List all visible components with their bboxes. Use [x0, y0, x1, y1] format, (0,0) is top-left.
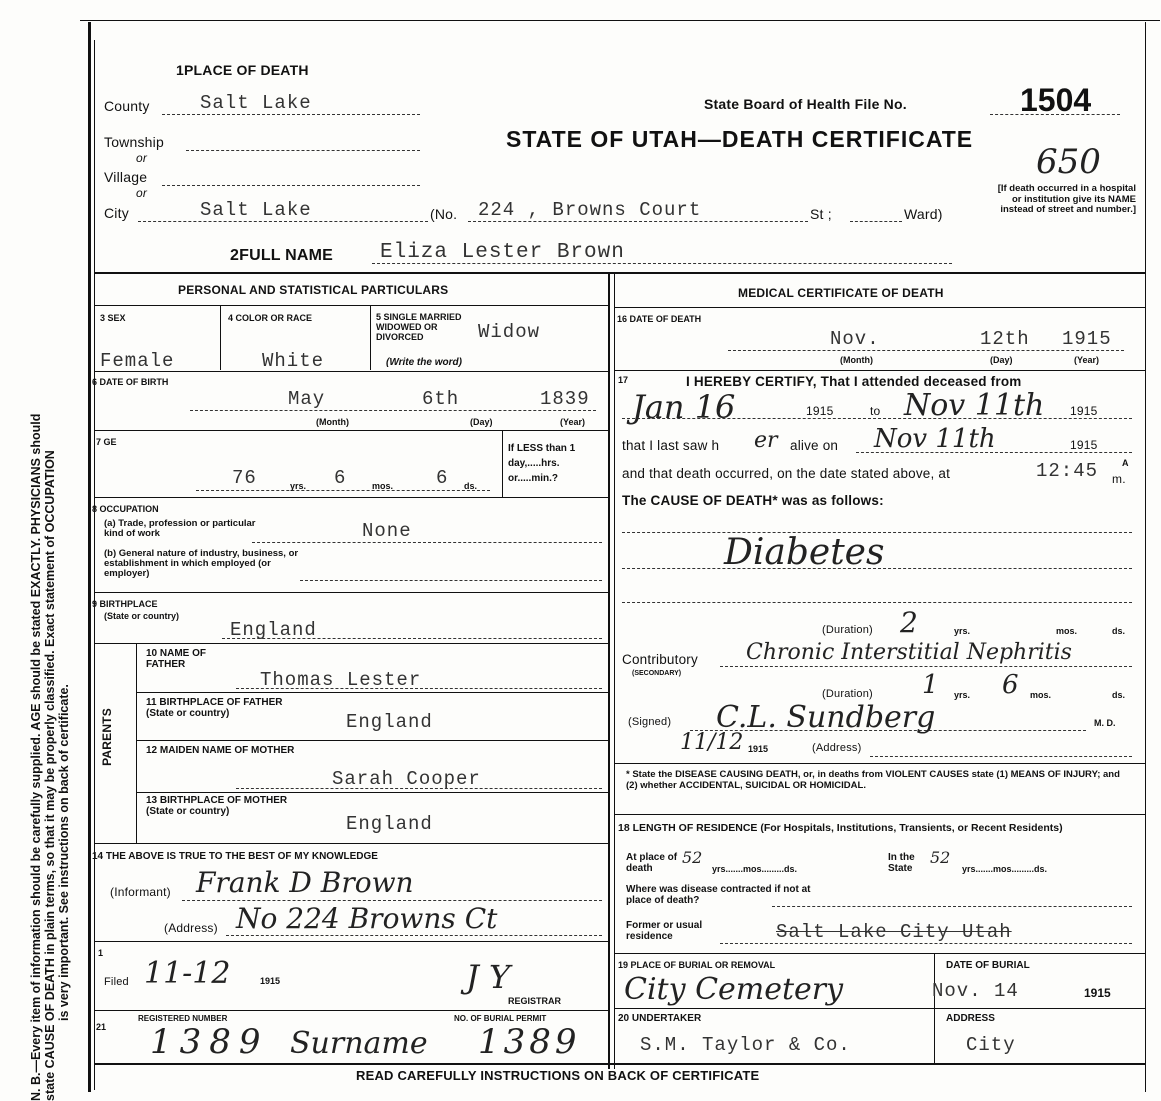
burial-year: 1915 [1084, 986, 1111, 1000]
birthplace-value: England [230, 619, 317, 641]
informant-address-line [226, 935, 602, 936]
or-text-2: or [136, 186, 148, 200]
duration2-months: 6 [1002, 670, 1019, 700]
footer-instructions: READ CAREFULLY INSTRUCTIONS ON BACK OF CERTIFICATE [356, 1068, 760, 1083]
attended-from-year: 1915 [806, 404, 834, 418]
dod-rule [614, 370, 1146, 371]
sex-value: Female [100, 350, 175, 372]
city-label: City [104, 205, 129, 221]
registered-prefix: 21 [96, 1022, 107, 1032]
informant-address-label: (Address) [164, 921, 218, 935]
st-label: St ; [810, 206, 832, 222]
residence-rule [614, 953, 1146, 954]
city-value: Salt Lake [200, 199, 312, 221]
row-rule-6 [94, 843, 608, 844]
village-label: Village [104, 169, 148, 185]
contributory-value: Chronic Interstitial Nephritis [746, 640, 1072, 665]
age-mos-unit: mos. [372, 481, 394, 491]
full-name-value: Eliza Lester Brown [380, 241, 625, 264]
marital-note: (Write the word) [386, 357, 462, 368]
father-birthplace-label: 11 BIRTHPLACE OF FATHER (State or country) [146, 697, 283, 719]
occupation-a-line [252, 542, 602, 543]
death-am: A [1122, 458, 1129, 468]
certify-text: I HEREBY CERTIFY, That I attended deceased from [686, 374, 1022, 389]
dob-line [190, 410, 596, 411]
duration2-mos-unit: mos. [1030, 690, 1052, 700]
dod-day-caption: (Day) [990, 355, 1013, 365]
registered-number-label: REGISTERED NUMBER [138, 1014, 228, 1023]
dod-day: 12th [980, 328, 1030, 350]
dod-year: 1915 [1062, 328, 1112, 350]
informant-address-value: No 224 Browns Ct [236, 902, 498, 935]
county-line [162, 114, 420, 115]
burial-date-value: Nov. 14 [932, 980, 1019, 1002]
row-rule-2 [94, 430, 608, 431]
death-m: m. [1112, 472, 1126, 486]
occupation-label: 8 OCCUPATION [92, 504, 159, 514]
color-value: White [262, 350, 325, 372]
file-number: 1504 [1020, 82, 1092, 118]
filed-year: 1915 [260, 976, 281, 986]
less-than-note: If LESS than 1 day,.....hrs. or.....min.? [508, 443, 576, 484]
age-yrs-unit: yrs. [290, 481, 307, 491]
duration-ds-unit: ds. [1112, 626, 1126, 636]
residence-label: 18 LENGTH OF RESIDENCE (For Hospitals, Institutions, Transients, or Recent Residents) [618, 822, 1063, 834]
attended-to-year: 1915 [1070, 404, 1098, 418]
row-rule-3 [94, 497, 608, 498]
signed-year: 1915 [748, 744, 769, 754]
township-label: Township [104, 134, 164, 150]
margin-note-inner: is very important. See instructions on back of certificate. [57, 684, 71, 1021]
burial-place-value: City Cemetery [624, 972, 844, 1007]
parents-label: PARENTS [99, 708, 114, 766]
undertaker-label: 20 UNDERTAKER [618, 1013, 702, 1024]
in-state-units: yrs.......mos.........ds. [962, 864, 1048, 874]
last-saw-pronoun: er [754, 428, 778, 453]
dob-day: 6th [422, 388, 460, 410]
birthplace-sub: (State or country) [104, 611, 180, 621]
county-label: County [104, 98, 150, 114]
less-than-divider [502, 431, 503, 497]
marital-label: 5 SINGLE MARRIED WIDOWED OR DIVORCED [376, 312, 462, 342]
parents-rule-1 [136, 692, 608, 693]
md-label: M. D. [1094, 718, 1116, 728]
dob-month-caption: (Month) [316, 417, 349, 427]
alive-on-text: alive on [790, 438, 839, 453]
in-state-label: In the State [888, 852, 915, 874]
margin-instructions [29, 61, 71, 1101]
dob-year-caption: (Year) [560, 417, 586, 427]
at-place-units: yrs.......mos.........ds. [712, 864, 798, 874]
medical-footnote: * State the DISEASE CAUSING DEATH, or, in deaths from VIOLENT CAUSES state (1) MEANS OF INJURY; and (2) whether ACCIDENTAL, SUICIDAL OR HOMICIDAL. [626, 769, 1120, 791]
header-rule [94, 272, 1146, 274]
personal-title-rule [94, 305, 608, 306]
dod-month: Nov. [830, 328, 880, 350]
left-border-inner [94, 40, 95, 1090]
dob-day-caption: (Day) [470, 417, 493, 427]
duration-years: 2 [900, 606, 918, 639]
duration2-label: (Duration) [822, 688, 873, 700]
former-residence-label: Former or usual residence [626, 920, 703, 942]
color-label: 4 COLOR OR RACE [228, 313, 313, 323]
row-rule-7 [94, 941, 608, 942]
footnote-rule [614, 814, 1146, 815]
parents-rule-2 [136, 740, 608, 741]
mother-birthplace-value: England [346, 813, 433, 835]
occupation-b-line [300, 580, 602, 581]
burial-permit-number: 1389 [478, 1022, 581, 1062]
registered-number: 1389 [150, 1022, 269, 1062]
handwritten-number: 650 [1036, 142, 1101, 182]
attended-from: Jan 16 [632, 388, 736, 426]
alive-date: Nov 11th [874, 424, 996, 454]
cert-label: 17 [618, 375, 629, 385]
row-rule-4 [94, 592, 608, 593]
dod-month-caption: (Month) [840, 355, 873, 365]
marital-value: Widow [478, 321, 541, 343]
cause-value: Diabetes [724, 532, 885, 573]
dob-month: May [288, 388, 326, 410]
signed-label: (Signed) [628, 716, 672, 728]
row-rule-8 [94, 1010, 608, 1011]
informant-signature: Frank D Brown [196, 866, 414, 899]
age-line [196, 490, 490, 491]
death-occurred-text: and that death occurred, on the date stated above, at [622, 466, 951, 481]
center-divider [608, 274, 610, 1069]
or-text-1: or [136, 151, 148, 165]
duration-label: (Duration) [822, 624, 873, 636]
registrar-signature: J Y [466, 958, 511, 996]
duration2-ds-unit: ds. [1112, 690, 1126, 700]
burial-date-label: DATE OF BURIAL [946, 960, 1030, 971]
father-name-label: 10 NAME OF FATHER [146, 648, 207, 670]
undertaker-value: S.M. Taylor & Co. [640, 1034, 851, 1056]
right-border [1145, 22, 1146, 1092]
occupation-value: None [362, 520, 412, 542]
signed-date: 11/12 [680, 730, 744, 755]
township-line [186, 150, 420, 151]
duration2-yrs-unit: yrs. [954, 690, 971, 700]
dod-line [728, 350, 1124, 351]
burial-permit-label: NO. OF BURIAL PERMIT [454, 1014, 547, 1023]
street-no-label: (No. [430, 206, 458, 222]
place-of-death-heading: 1PLACE OF DEATH [176, 62, 309, 78]
filed-label: Filed [104, 976, 129, 988]
color-divider [370, 306, 371, 370]
hospital-note: [If death occurred in a hospital or institution give its NAME instead of street and number.] [997, 183, 1136, 215]
informant-statement: 14 THE ABOVE IS TRUE TO THE BEST OF MY KNOWLEDGE [92, 851, 378, 862]
parents-rule-3 [136, 792, 608, 793]
contributory-line [720, 666, 1132, 667]
sex-divider [220, 306, 221, 370]
duration2-years: 1 [922, 670, 939, 700]
dob-year: 1839 [540, 388, 590, 410]
occupation-b: (b) General nature of industry, business, or establishment in which employed (or employer) [104, 548, 299, 579]
in-state-years: 52 [930, 848, 951, 867]
duration-mos-unit: mos. [1056, 626, 1078, 636]
father-birthplace-value: England [346, 711, 433, 733]
cause-line-3 [622, 602, 1132, 603]
age-ds-unit: ds. [464, 481, 478, 491]
dob-label: 6 DATE OF BIRTH [92, 377, 169, 387]
contracted-label: Where was disease contracted if not at place of death? [626, 884, 811, 906]
sex-label: 3 SEX [100, 313, 126, 323]
medical-title-rule [614, 307, 1146, 308]
personal-section-title: PERSONAL AND STATISTICAL PARTICULARS [178, 283, 449, 297]
certificate-title: STATE OF UTAH—DEATH CERTIFICATE [506, 126, 974, 152]
county-value: Salt Lake [200, 92, 312, 114]
margin-note-middle: state CAUSE OF DEATH in plain terms, so that it may be properly classified. Exact statement of OCCUPATION [43, 450, 57, 1101]
dod-label: 16 DATE OF DEATH [617, 314, 702, 324]
contributory-label: Contributory [622, 652, 698, 667]
ward-line [850, 221, 902, 222]
center-divider-2 [614, 274, 615, 1069]
death-time: 12:45 [1036, 460, 1099, 482]
filed-date: 11-12 [144, 956, 231, 991]
father-name-value: Thomas Lester [260, 669, 422, 691]
parents-divider [136, 643, 137, 843]
attended-to: Nov 11th [904, 388, 1045, 423]
informant-line [182, 900, 602, 901]
former-residence-line [720, 943, 1132, 944]
undertaker-address-value: City [966, 1034, 1016, 1056]
burial-rule [614, 1008, 1146, 1009]
age-months: 6 [334, 467, 347, 489]
undertaker-address-label: ADDRESS [946, 1013, 995, 1024]
mother-name-label: 12 MAIDEN NAME OF MOTHER [146, 745, 295, 756]
physician-signature: C.L. Sundberg [716, 700, 936, 735]
registrar-flourish: Surname [290, 1026, 428, 1061]
at-place-label: At place of death [626, 852, 678, 874]
village-line [162, 185, 420, 186]
row-rule-1 [94, 371, 608, 372]
signed-address-label: (Address) [812, 742, 862, 754]
city-line [138, 221, 428, 222]
bottom-rule [94, 1063, 1146, 1065]
contracted-line [772, 906, 1132, 907]
former-residence-value: Salt Lake City Utah [776, 921, 1012, 943]
mother-birthplace-label: 13 BIRTHPLACE OF MOTHER (State or country) [146, 795, 288, 817]
street-line [468, 221, 808, 222]
margin-note-outer: N. B.—Every item of information should be carefully supplied. AGE should be stated EXACTLY. PHYSICIANS should [29, 413, 43, 1101]
street-value: 224 , Browns Court [478, 199, 702, 221]
top-border [80, 20, 1160, 21]
mother-name-value: Sarah Cooper [332, 768, 481, 790]
signed-address-line [870, 756, 1132, 757]
row-rule-5 [94, 643, 608, 644]
burial-place-label: 19 PLACE OF BURIAL OR REMOVAL [618, 960, 776, 970]
full-name-label: 2FULL NAME [230, 247, 334, 264]
registrar-label: REGISTRAR [508, 996, 562, 1006]
birthplace-label: 9 BIRTHPLACE [92, 599, 158, 609]
age-label: 7 GE [96, 437, 117, 447]
filed-num: 1 [98, 948, 104, 958]
alive-year: 1915 [1070, 438, 1098, 452]
occupation-a: (a) Trade, profession or particular kind of work [104, 518, 256, 539]
last-saw-text: that I last saw h [622, 438, 720, 453]
left-border [88, 22, 91, 1092]
duration-yrs-unit: yrs. [954, 626, 971, 636]
medical-section-title: MEDICAL CERTIFICATE OF DEATH [738, 286, 944, 300]
ward-label: Ward) [904, 206, 943, 222]
age-days: 6 [436, 467, 449, 489]
age-years: 76 [232, 467, 257, 489]
signed-rule [614, 763, 1146, 764]
contributory-secondary: (SECONDARY) [632, 670, 682, 677]
at-place-years: 52 [682, 848, 703, 867]
attended-to-label: to [870, 404, 881, 418]
file-number-label: State Board of Health File No. [704, 96, 907, 112]
dod-year-caption: (Year) [1074, 355, 1100, 365]
cause-label: The CAUSE OF DEATH* was as follows: [622, 493, 884, 508]
informant-label: (Informant) [110, 885, 171, 899]
